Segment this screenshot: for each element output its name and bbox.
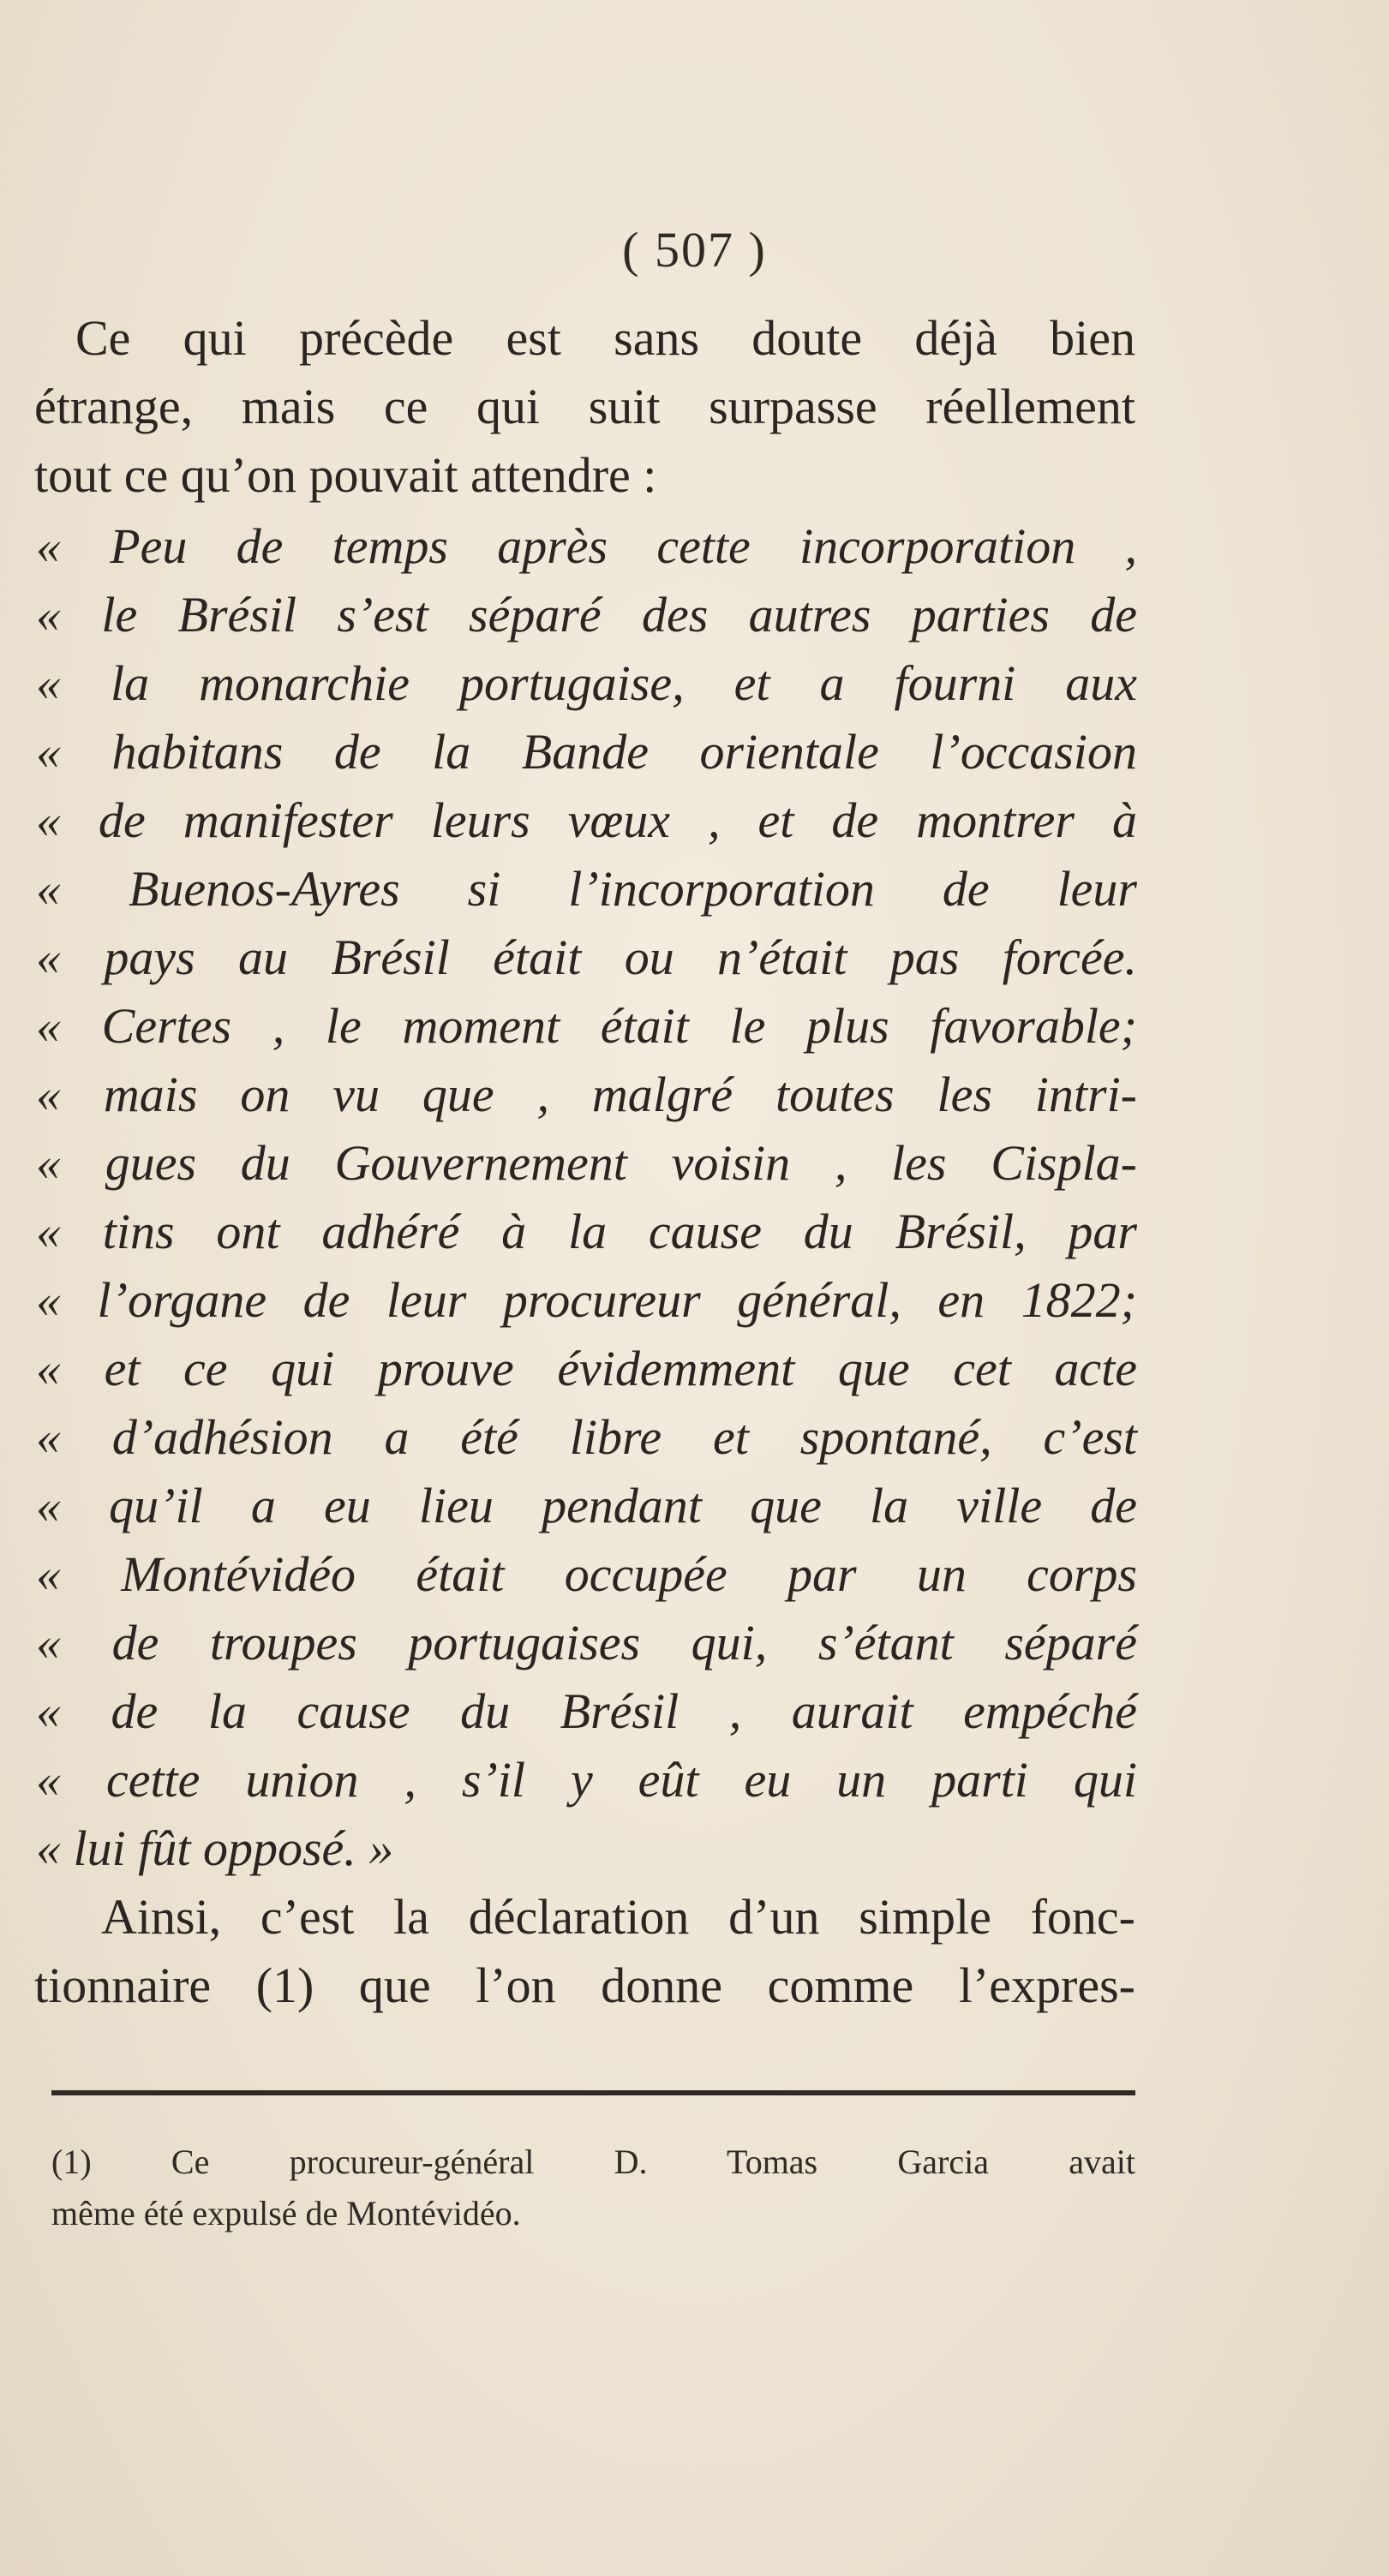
footnote-rule	[51, 2090, 1135, 2095]
quote-line: « mais on vu que , malgré toutes les intri-	[36, 1067, 1137, 1122]
quote-line: « de troupes portugaises qui, s’étant séparé	[36, 1615, 1137, 1671]
quote-line: « tins ont adhéré à la cause du Brésil, par	[36, 1204, 1137, 1259]
body-line: tionnaire (1) que l’on donne comme l’expres-	[34, 1957, 1135, 2013]
quote-line: « la monarchie portugaise, et a fourni aux	[36, 655, 1137, 711]
quote-line: « d’adhésion a été libre et spontané, c’est	[36, 1409, 1137, 1465]
quote-line: « qu’il a eu lieu pendant que la ville de	[36, 1478, 1137, 1533]
quote-line: « lui fût opposé. »	[36, 1820, 394, 1876]
quote-line: « le Brésil s’est séparé des autres parties de	[36, 587, 1137, 643]
quote-line: « de manifester leurs vœux , et de montrer à	[36, 792, 1137, 848]
intro-line: Ce qui précède est sans doute déjà bien	[75, 310, 1135, 366]
quote-line: « Buenos-Ayres si l’incorporation de leur	[36, 861, 1137, 917]
quote-line: « gues du Gouvernement voisin , les Cispla-	[36, 1135, 1137, 1191]
body-line: Ainsi, c’est la déclaration d’un simple fonc-	[101, 1889, 1135, 1945]
footnote-line: (1) Ce procureur-général D. Tomas Garcia avait	[51, 2143, 1135, 2181]
quote-line: « pays au Brésil était ou n’était pas forcée.	[36, 929, 1137, 985]
quote-line: « de la cause du Brésil , aurait empéché	[36, 1683, 1137, 1739]
intro-line: étrange, mais ce qui suit surpasse réellement	[34, 379, 1135, 434]
quote-line: « habitans de la Bande orientale l’occasion	[36, 724, 1137, 780]
quote-line: « cette union , s’il y eût eu un parti qui	[36, 1752, 1137, 1808]
quote-line: « Montévidéo était occupée par un corps	[36, 1546, 1137, 1602]
quote-line: « et ce qui prouve évidemment que cet acte	[36, 1341, 1137, 1396]
quote-line: « l’organe de leur procureur général, en 1822;	[36, 1272, 1137, 1328]
quote-line: « Peu de temps après cette incorporation ,	[36, 518, 1137, 574]
quote-line: « Certes , le moment était le plus favorable;	[36, 998, 1137, 1054]
page-number: ( 507 )	[622, 222, 767, 278]
intro-line: tout ce qu’on pouvait attendre :	[34, 447, 657, 503]
footnote-line: même été expulsé de Montévidéo.	[51, 2194, 521, 2232]
